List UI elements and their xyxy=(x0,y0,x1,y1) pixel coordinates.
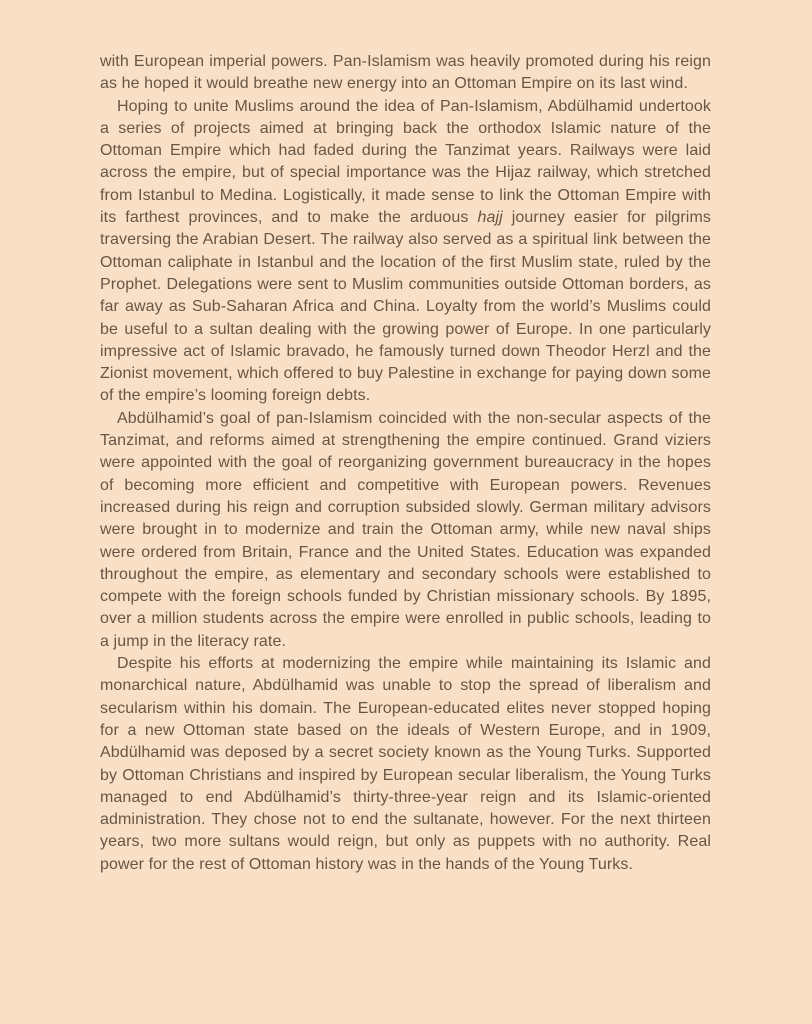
paragraph-young-turks: Despite his efforts at modernizing the empire while maintaining its Islamic and monarchical nature, Abdülhamid was unable to stop the spread of liberalism and secularism within his domain. The European-educated elites never stopped hoping for a new Ottoman state based on the ideals of Western Europe, and in 1909, Abdülhamid was deposed by a secret society known as the Young Turks. Supported by Ottoman Christians and inspired by European secular liberalism, the Young Turks managed to end Abdülhamid’s thirty-three-year reign and its Islamic-oriented administration. They chose not to end the sultanate, however. For the next thirteen years, two more sultans would reign, but only as puppets with no authority. Real power for the rest of Ottoman history was in the hands of the Young Turks. xyxy=(100,655,711,873)
paragraph-continuation: with European imperial powers. Pan-Islamism was heavily promoted during his reign as he hoped it would breathe new energy into an Ottoman Empire on its last wind. xyxy=(100,53,711,93)
paragraph-reforms-education: Abdülhamid’s goal of pan-Islamism coincided with the non-secular aspects of the Tanzimat, and reforms aimed at strengthening the empire continued. Grand viziers were appointed with the goal of reorganizing government bureaucracy in the hopes of becoming more efficient and competitive with European powers. Revenues increased during his reign and corruption subsided slowly. German military advisors were brought in to modernize and train the Ottoman army, while new naval ships were ordered from Britain, France and the United States. Education was expanded throughout the empire, as elementary and secondary schools were established to compete with the foreign schools funded by Christian missionary schools. By 1895, over a million students across the empire were enrolled in public schools, leading to a jump in the literacy rate. xyxy=(100,409,711,650)
paragraph-text-run: journey easier for pilgrims traversing the Arabian Desert. The railway also served as a spiritual link between the Ottoman caliphate in Istanbul and the location of the first Muslim state, ruled by the Prophet. Delegations were sent to Muslim communities outside Ottoman borders, as far away as Sub-Saharan Africa and China. Loyalty from the world’s Muslims could be useful to a sultan dealing with the growing power of Europe. In one particularly impressive act of Islamic bravado, he famously turned down Theodor Herzl and the Zionist movement, which offered to buy Palestine in exchange for paying down some of the empire’s looming foreign debts. xyxy=(100,209,711,405)
italic-term-hajj: hajj xyxy=(477,209,503,227)
page-text-block xyxy=(100,51,711,876)
paragraph-text-run: Hoping to unite Muslims around the idea of Pan-Islamism, Abdülhamid undertook a series of projects aimed at bringing back the orthodox Islamic nature of the Ottoman Empire which had faded during the Tanzimat years. Railways were laid across the empire, but of special importance was the Hijaz railway, which stretched from Istanbul to Medina. Logistically, it made sense to link the Ottoman Empire with its farthest provinces, and to make the arduous xyxy=(100,97,711,227)
paragraph-pan-islamism-projects xyxy=(100,96,711,408)
